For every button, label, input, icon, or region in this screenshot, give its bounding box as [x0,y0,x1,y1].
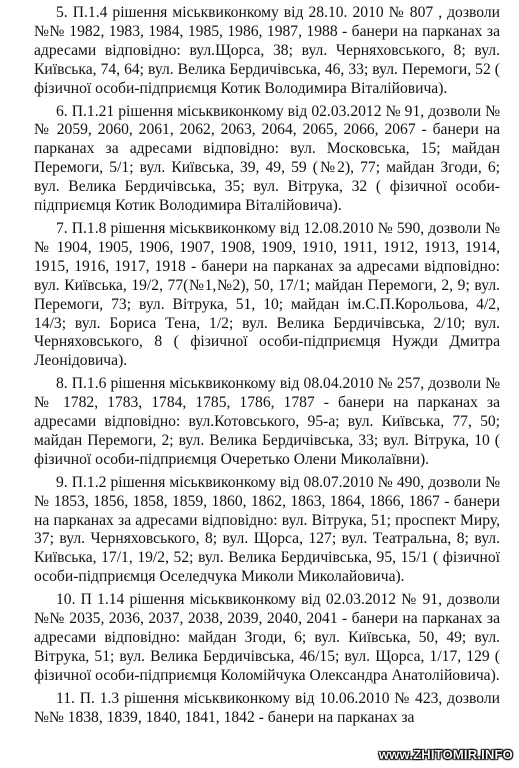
list-item: 11. П. 1.3 рішення міськвиконкому від 10.06.2010 № 423, дозволи №№ 1838, 1839, 1840, 1841, 1842 - банери на парканах за [34,689,500,726]
document-body [34,4,500,728]
list-item: 5. П.1.4 рішення міськвиконкому від 28.10. 2010 № 807 , дозволи №№ 1982, 1983, 1984, 1985, 1986, 1987, 1988 - банери на парканах за адресами відповідно: вул.Щорса, 38; вул. Черняховського, 8; вул. Київська, 74, 64; вул. Велика Бердичівська, 46, 33; вул. Перемоги, 52 ( фізичної особи-підприємця Котик Володимира Віталійовича). [34,4,500,97]
list-item: 6. П.1.21 рішення міськвиконкому від 02.03.2012 № 91, дозволи №№ 2059, 2060, 2061, 2062, 2063, 2064, 2065, 2066, 2067 - банери на парканах за адресами відповідно: вул. Московська, 15; майдан Перемоги, 5/1; вул. Київська, 39, 49, 59 (№2), 77; майдан Згоди, 6; вул. Велика Бердичівська, 35; вул. Вітрука, 32 ( фізичної особи-підприємця Котик Володимира Віталійовича). [34,102,500,215]
watermark: www.ZHITOMIR.INFO [378,747,513,762]
list-item: 10. П 1.14 рішення міськвиконкому від 02.03.2012 № 91, дозволи №№ 2035, 2036, 2037, 2038, 2039, 2040, 2041 - банери на парканах за адресами відповідно: майдан Згоди, 6; вул. Київська, 50, 49; вул. Вітрука, 51; вул. Велика Бердичівська, 46/15; вул. Щорса, 1/17, 129 ( фізичної особи-підприємця Коломійчука Олександра Анатолійовича). [34,591,500,684]
list-item: 8. П.1.6 рішення міськвиконкому від 08.04.2010 № 257, дозволи №№ 1782, 1783, 1784, 1785, 1786, 1787 - банери на парканах за адресами відповідно: вул.Котовського, 95-а; вул. Київська, 77, 50; майдан Перемоги, 2; вул. Велика Бердичівська, 33; вул. Вітрука, 10 ( фізичної особи-підприємця Очеретько Олени Миколаївни). [34,375,500,468]
list-item: 9. П.1.2 рішення міськвиконкому від 08.07.2010 № 490, дозволи №№ 1853, 1856, 1858, 1859, 1860, 1862, 1863, 1864, 1866, 1867 - банери на парканах за адресами відповідно: вул. Вітрука, 51; проспект Миру, 37; вул. Черняховського, 8; вул. Щорса, 127; вул. Театральна, 8; вул. Київська, 17/1, 19/2, 52; вул. Велика Бердичівська, 95, 15/1 ( фізичної особи-підприємця Оселедчука Миколи Миколайовича). [34,473,500,586]
list-item: 7. П.1.8 рішення міськвиконкому від 12.08.2010 № 590, дозволи №№ 1904, 1905, 1906, 1907, 1908, 1909, 1910, 1911, 1912, 1913, 1914, 1915, 1916, 1917, 1918 - банери на парканах за адресами відповідно: вул. Київська, 19/2, 77(№1,№2), 50, 17/1; майдан Перемоги, 2, 9; вул. Перемоги, 73; вул. Вітрука, 51, 10; майдан ім.С.П.Корольова, 4/2, 14/3; вул. Бориса Тена, 1/2; вул. Велика Бердичівська, 2/10; вул. Черняховського, 8 ( фізичної особи-підприємця Нужди Дмитра Леонідовича). [34,219,500,370]
